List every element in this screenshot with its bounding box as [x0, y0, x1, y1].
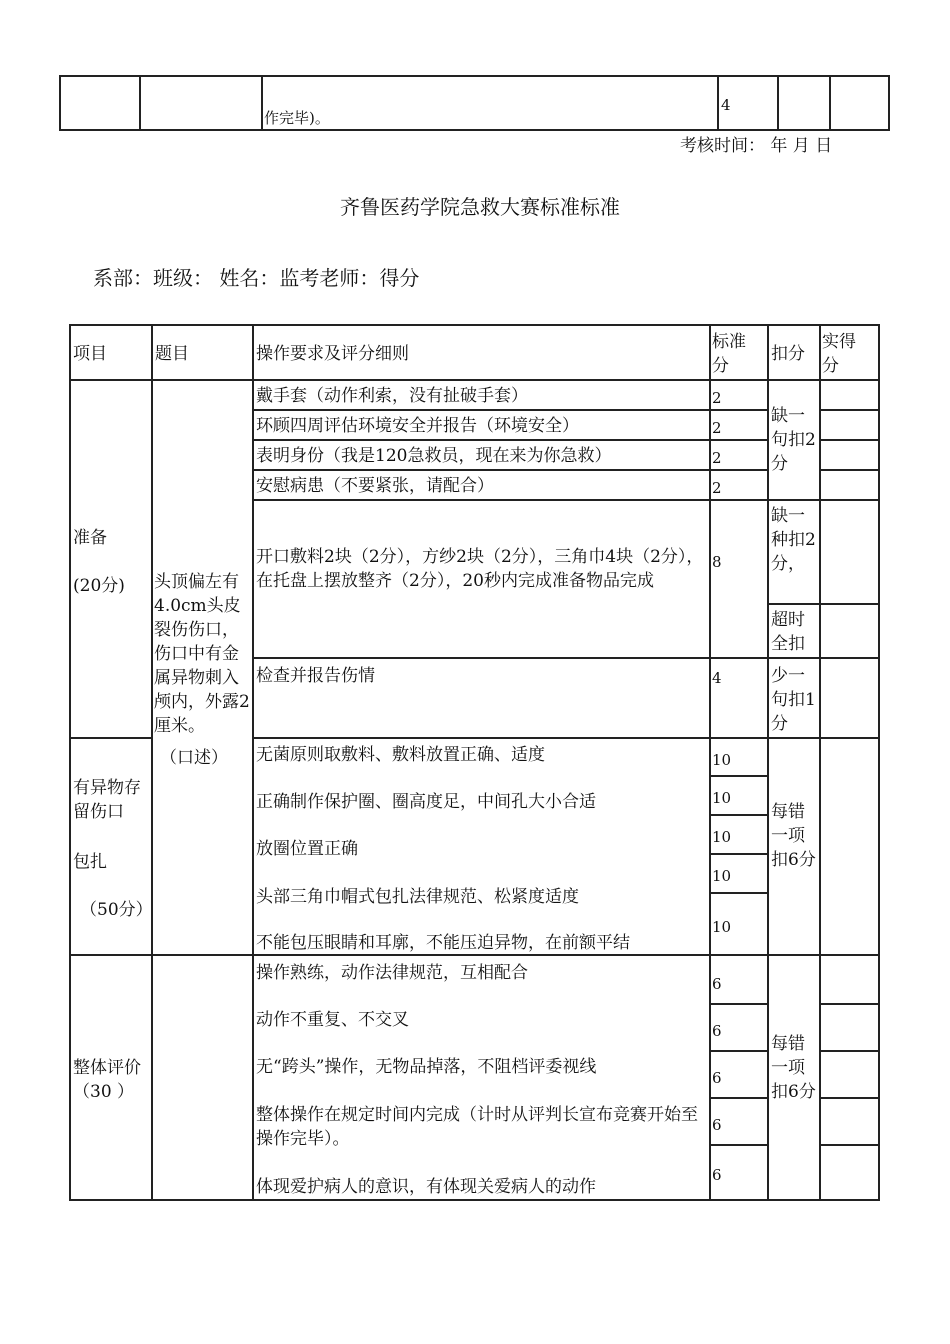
bandage-row-2-score: 10 — [712, 789, 732, 807]
col-header-topic: 题目 — [155, 344, 189, 364]
prep-row-2-score: 2 — [712, 419, 722, 437]
prep-row-5-text: 开口敷料2块（2分），方纱2块（2分），三角巾4块（2分），在托盘上摆放整齐（2分），20秒内完成准备物品完成 — [256, 547, 704, 591]
bandage-row-1-text: 无菌原则取敷料、敷料放置正确、适度 — [256, 745, 545, 765]
overall-row-5-text: 体现爱护病人的意识，有体现关爱病人的动作 — [256, 1177, 596, 1197]
overall-row-1-text: 操作熟练，动作法律规范，互相配合 — [256, 963, 528, 983]
overall-row-2-score: 6 — [712, 1022, 722, 1040]
col-header-item: 项目 — [73, 344, 107, 364]
topic-description: 头顶偏左有4.0cm头皮裂伤伤口，伤口中有金属异物刺入颅内，外露2厘米。 — [154, 572, 250, 736]
overall-row-3-score: 6 — [712, 1069, 722, 1087]
overall-row-3-text: 无“跨头”操作，无物品掉落，不阻档评委视线 — [256, 1057, 597, 1077]
prep-row-4-score: 2 — [712, 479, 722, 497]
top-fragment-text: 作完毕)。 — [264, 109, 330, 127]
bandage-row-5-score: 10 — [712, 918, 732, 936]
exam-time: 考核时间： 年 月 日 — [680, 136, 833, 156]
topic-note: （口述） — [160, 748, 228, 768]
col-header-standard: 标准分 — [712, 332, 746, 376]
prep-deduct-4: 少一句扣1分 — [771, 666, 816, 734]
prep-row-3-text: 表明身份（我是120急救员，现在来为你急救） — [256, 446, 612, 466]
bandage-deduct: 每错一项扣6分 — [771, 802, 816, 870]
bandage-row-1-score: 10 — [712, 751, 732, 769]
section-bandage-sub: 包扎 — [73, 852, 107, 872]
page-title: 齐鲁医药学院急救大赛标准标准 — [340, 195, 620, 219]
section-prep-name: 准备 — [73, 528, 107, 548]
top-fragment-score: 4 — [721, 96, 731, 114]
overall-row-4-score: 6 — [712, 1116, 722, 1134]
overall-row-1-score: 6 — [712, 975, 722, 993]
bandage-row-5-text: 不能包压眼睛和耳廓，不能压迫异物，在前额平结 — [256, 933, 630, 953]
prep-deduct-1: 缺一句扣2分 — [771, 406, 816, 474]
section-prep-points: (20分) — [73, 576, 125, 596]
section-overall-points: （30 ） — [73, 1082, 135, 1102]
col-header-actual: 实得分 — [822, 332, 856, 376]
section-overall-name: 整体评价 — [73, 1058, 141, 1078]
prep-row-6-score: 4 — [712, 669, 722, 687]
overall-row-5-score: 6 — [712, 1166, 722, 1184]
prep-row-1-score: 2 — [712, 389, 722, 407]
bandage-row-2-text: 正确制作保护圈、圈高度足，中间孔大小合适 — [256, 792, 596, 812]
overall-row-4-text: 整体操作在规定时间内完成（计时从评判长宣布竞赛开始至操作完毕）。 — [256, 1105, 698, 1149]
bandage-row-3-text: 放圈位置正确 — [256, 839, 358, 859]
prep-row-3-score: 2 — [712, 449, 722, 467]
col-header-deduct: 扣分 — [771, 344, 805, 364]
bandage-row-4-text: 头部三角巾帽式包扎法律规范、松紧度适度 — [256, 887, 579, 907]
section-bandage-points: （50分） — [80, 900, 153, 920]
bandage-row-3-score: 10 — [712, 828, 732, 846]
prep-deduct-3: 超时全扣 — [771, 610, 805, 654]
section-bandage-name: 有异物存留伤口 — [73, 778, 141, 822]
bandage-row-4-score: 10 — [712, 867, 732, 885]
prep-row-4-text: 安慰病患（不要紧张，请配合） — [256, 476, 494, 496]
overall-deduct: 每错一项扣6分 — [771, 1034, 816, 1102]
prep-row-6-text: 检查并报告伤情 — [256, 666, 375, 686]
header-fields: 系部：班级： 姓名：监考老师：得分 — [93, 266, 420, 290]
prep-row-5-score: 8 — [712, 553, 722, 571]
prep-row-1-text: 戴手套（动作利索，没有扯破手套） — [256, 386, 528, 406]
prep-row-2-text: 环顾四周评估环境安全并报告（环境安全） — [256, 416, 579, 436]
overall-row-2-text: 动作不重复、不交叉 — [256, 1010, 409, 1030]
col-header-requirements: 操作要求及评分细则 — [256, 344, 409, 364]
prep-deduct-2: 缺一种扣2分， — [771, 506, 816, 574]
